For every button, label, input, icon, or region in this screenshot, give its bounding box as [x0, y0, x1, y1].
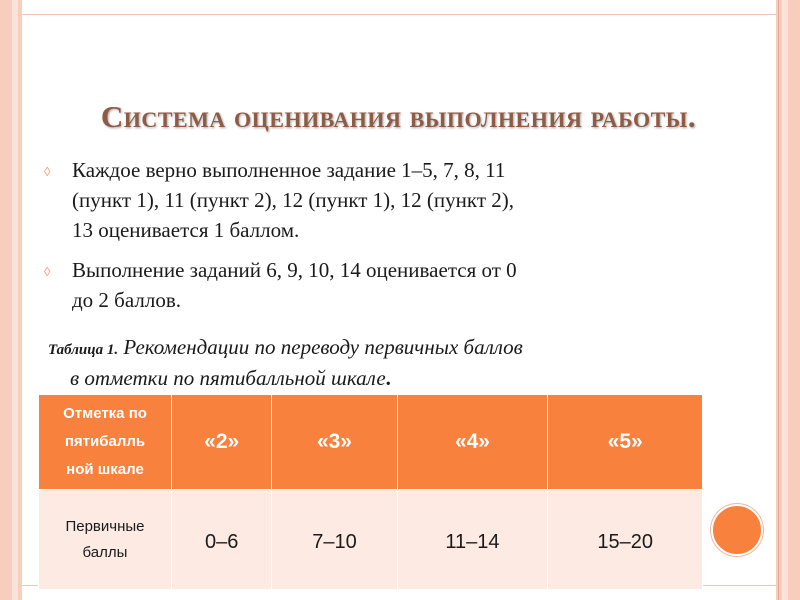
table-header-row	[39, 395, 703, 490]
bullet-line: до 2 баллов.	[72, 288, 181, 312]
table-caption	[48, 333, 738, 392]
grade-conversion-table	[38, 394, 703, 590]
grade-cell-4: «4»	[397, 395, 548, 490]
row-label-cell	[39, 490, 172, 590]
row-label-line: баллы	[82, 544, 128, 561]
caption-label: Таблица 1.	[48, 342, 119, 358]
header-label-cell	[39, 395, 172, 490]
bullet-text	[72, 255, 517, 315]
bullet-line: Выполнение заданий 6, 9, 10, 14 оценивается от 0	[72, 258, 517, 282]
slide-title: Система оценивания выполнения работы.	[100, 99, 697, 134]
bullet-list	[44, 155, 704, 325]
caption-end: .	[385, 366, 391, 390]
grade-cell-3: «3»	[272, 395, 397, 490]
range-cell-2: 0–6	[172, 490, 272, 590]
grade-cell-5: «5»	[548, 395, 703, 490]
bullet-item	[44, 155, 704, 245]
range-cell-5: 15–20	[548, 490, 703, 590]
caption-text-line2: в отметки по пятибалльной шкале	[70, 366, 386, 390]
bullet-arrow-icon: ◊	[44, 164, 51, 179]
grade-cell-2: «2»	[172, 395, 272, 490]
slide-frame-top	[22, 0, 776, 15]
decorative-circle	[711, 504, 763, 556]
bullet-item	[44, 255, 704, 315]
slide-frame-right	[776, 0, 800, 600]
row-label-line: Первичные	[65, 518, 145, 535]
range-cell-3: 7–10	[272, 490, 397, 590]
bullet-line: (пункт 1), 11 (пункт 2), 12 (пункт 1), 12 (пункт 2),	[72, 188, 514, 212]
header-label-line: ной шкале	[66, 461, 144, 478]
header-label-line: Отметка по	[63, 405, 147, 422]
bullet-line: 13 оценивается 1 баллом.	[72, 218, 300, 242]
slide	[22, 15, 776, 585]
bullet-arrow-icon: ◊	[44, 264, 51, 279]
header-label-line: пятибалль	[64, 433, 146, 450]
range-cell-4: 11–14	[397, 490, 548, 590]
slide-frame-left	[0, 0, 22, 600]
bullet-text	[72, 155, 514, 245]
caption-text-line1: Рекомендации по переводу первичных баллов	[123, 335, 523, 359]
table-data-row	[39, 490, 703, 590]
bullet-line: Каждое верно выполненное задание 1–5, 7, 8, 11	[72, 158, 506, 182]
